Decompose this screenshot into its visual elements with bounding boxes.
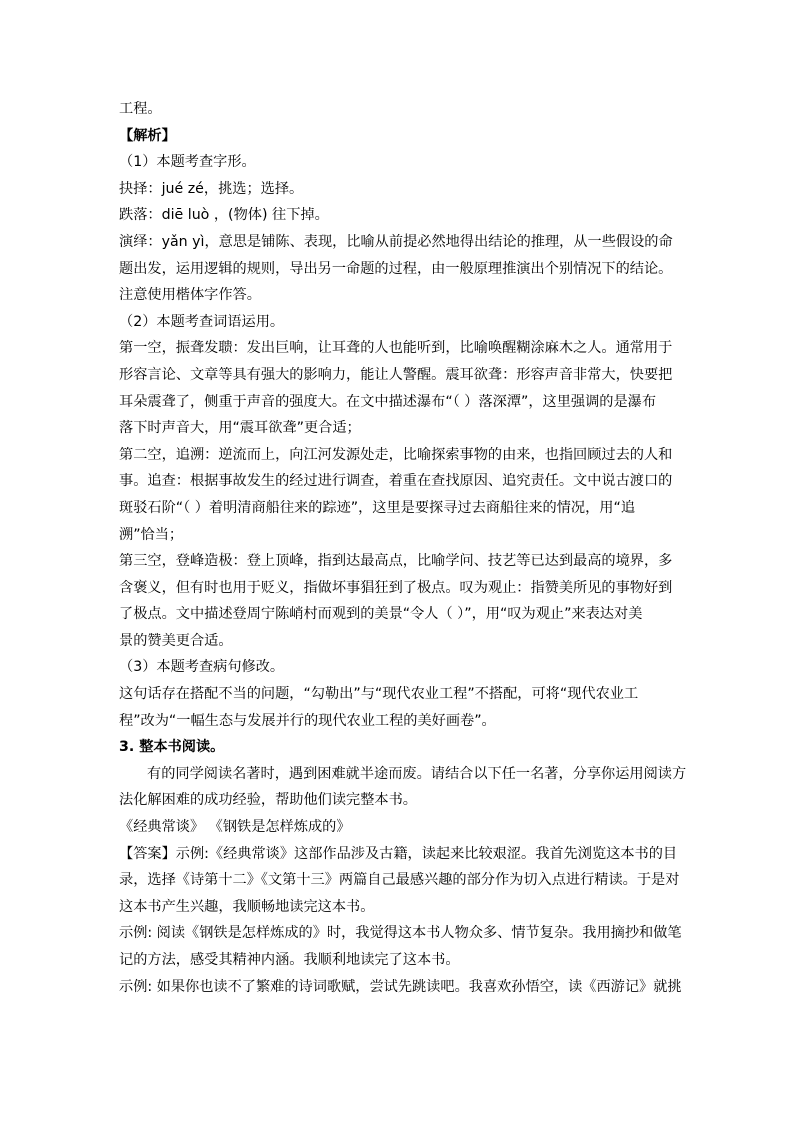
text-line-18: 第三空，登峰造极：登上顶峰，指到达最高点，比喻学问、技艺等已达到最高的境界，多 [119, 553, 673, 570]
text-line-7: 题出发，运用逻辑的规则，导出另一命题的过程，由一般原理推演出个别情况下的结论。 [119, 260, 673, 277]
text-line-19: 含褒义，但有时也用于贬义，指做坏事猖狂到了极点。叹为观止：指赞美所见的事物好到 [119, 579, 673, 596]
section-heading-analysis: 【解析】 [119, 127, 176, 144]
text-line-24: 程”改为“一幅生态与发展并行的现代农业工程的美好画卷”。 [119, 712, 496, 729]
text-line-5: 跌落：diē luò ，(物体) 往下掉。 [119, 207, 329, 224]
question-heading: 3. 整本书阅读。 [119, 739, 225, 756]
text-line-3: （1）本题考查字形。 [119, 154, 256, 171]
text-line-10: 第一空，振聋发聩：发出巨响，让耳聋的人也能听到，比喻唤醒糊涂麻木之人。通常用于 [119, 340, 673, 357]
book-options: 《经典常谈》 《钢铁是怎样炼成的》 [119, 819, 351, 836]
example-line-1: 示例: 阅读《钢铁是怎样炼成的》时，我觉得这本书人物众多、情节复杂。我用摘抄和做笔 [119, 925, 682, 942]
text-line-11: 形容言论、文章等具有强大的影响力，能让人警醒。震耳欲聋：形容声音非常大，快要把 [119, 366, 673, 383]
text-line-6: 演绎：yǎn yì，意思是铺陈、表现，比喻从前提必然地得出结论的推理，从一些假设的命 [119, 233, 673, 250]
example-line-2: 记的方法，感受其精神内涵。我顺利地读完了这本书。 [119, 952, 460, 968]
question-text-line-2: 法化解困难的成功经验，帮助他们读完整本书。 [119, 792, 417, 809]
text-line-16: 斑驳石阶“（ ）着明清商船往来的踪迹”，这里是要探寻过去商船往来的情况，用“追 [119, 499, 636, 516]
text-line-14: 第二空，追溯：逆流而上，向江河发源处走，比喻探索事物的由来，也指回顾过去的人和 [119, 446, 673, 463]
text-line-23: 这句话存在搭配不当的问题，“勾勒出”与“现代农业工程”不搭配，可将“现代农业工 [119, 686, 639, 703]
text-line-9: （2）本题考查词语运用。 [119, 313, 285, 330]
answer-line-1: 【答案】示例:《经典常谈》这部作品涉及古籍，读起来比较艰涩。我首先浏览这本书的目 [119, 845, 678, 862]
text-line-21: 景的赞美更合适。 [119, 632, 233, 649]
answer-line-2: 录，选择《诗第十二》《文第十三》两篇自己最感兴趣的部分作为切入点进行精读。于是对 [119, 872, 680, 889]
text-line-15: 事。追查：根据事故发生的经过进行调查，着重在查找原因、追究责任。文中说古渡口的 [119, 473, 673, 490]
text-line-8: 注意使用楷体字作答。 [119, 287, 261, 304]
answer-line-3: 这本书产生兴趣，我顺畅地读完这本书。 [119, 898, 375, 915]
text-line-12: 耳朵震聋了，侧重于声音的强度大。在文中描述瀑布“（ ）落深潭”，这里强调的是瀑布 [119, 393, 657, 410]
text-line-22: （3）本题考查病句修改。 [119, 659, 285, 676]
text-line-20: 了极点。文中描述登周宁陈峭村而观到的美景“令人（ ）”，用“叹为观止”来表达对美 [119, 606, 643, 623]
question-text-line-1: 有的同学阅读名著时，遇到困难就半途而废。请结合以下任一名著，分享你运用阅读方 [147, 765, 687, 782]
document-page [119, 96, 687, 1000]
text-line-13: 落下时声音大，用“震耳欲聋”更合适； [119, 420, 361, 437]
example-line-3: 示例: 如果你也读不了繁难的诗词歌赋，尝试先跳读吧。我喜欢孙悟空，读《西游记》就挑 [119, 978, 682, 995]
text-line-1: 工程。 [119, 101, 162, 117]
text-line-17: 溯”恰当； [119, 526, 184, 543]
text-line-4: 抉择：jué zé，挑选；选择。 [119, 180, 304, 197]
